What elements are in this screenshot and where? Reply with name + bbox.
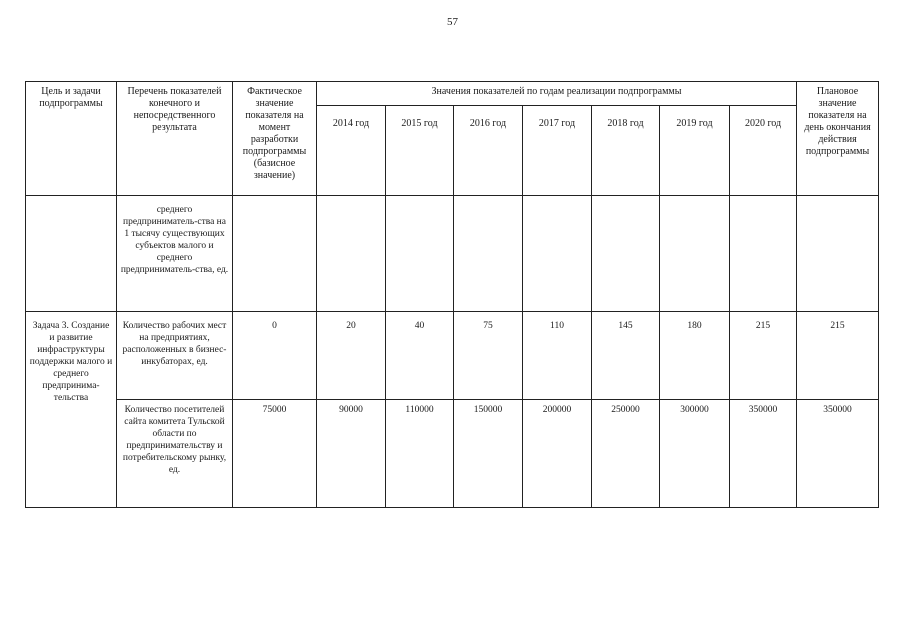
cell-actual: 75000: [233, 400, 317, 508]
cell-year-value: 180: [660, 312, 730, 400]
cell-year-value: [317, 196, 386, 312]
header-actual: Фактическое значение показателя на момент разработки подпрограммы (базисное значение): [233, 82, 317, 196]
table-row: [26, 400, 879, 508]
table-row: [26, 312, 879, 400]
cell-actual: 0: [233, 312, 317, 400]
cell-year-value: [592, 196, 660, 312]
cell-year-value: 150000: [454, 400, 523, 508]
cell-year-value: 215: [730, 312, 797, 400]
header-years-group: Значения показателей по годам реализации подпрограммы: [317, 82, 797, 106]
cell-indicator: среднего предприниматель-ства на 1 тысячу существующих субъектов малого и среднего предприниматель-ства, ед.: [117, 196, 233, 312]
cell-year-value: 200000: [523, 400, 592, 508]
cell-year-value: 250000: [592, 400, 660, 508]
page-number: 57: [447, 16, 458, 28]
cell-year-value: 40: [386, 312, 454, 400]
cell-year-value: [386, 196, 454, 312]
header-indicators: Перечень показателей конечного и непосредственного результата: [117, 82, 233, 196]
header-year: 2014 год: [317, 106, 386, 196]
cell-indicator: Количество посетителей сайта комитета Тульской области по предпринимательству и потребительскому рынку, ед.: [117, 400, 233, 508]
cell-goal: Задача 3. Создание и развитие инфраструктуры поддержки малого и среднего предпринима-тельства: [26, 312, 117, 508]
header-row-1: [26, 82, 879, 106]
cell-planned: 350000: [797, 400, 879, 508]
cell-year-value: 350000: [730, 400, 797, 508]
cell-year-value: [730, 196, 797, 312]
cell-year-value: 20: [317, 312, 386, 400]
cell-year-value: 110000: [386, 400, 454, 508]
cell-year-value: 110: [523, 312, 592, 400]
cell-planned: [797, 196, 879, 312]
table-row: [26, 196, 879, 312]
cell-year-value: 75: [454, 312, 523, 400]
header-year: 2018 год: [592, 106, 660, 196]
cell-goal: [26, 196, 117, 312]
header-goal: Цель и задачи подпрограммы: [26, 82, 117, 196]
cell-year-value: 300000: [660, 400, 730, 508]
header-year: 2017 год: [523, 106, 592, 196]
header-year: 2016 год: [454, 106, 523, 196]
cell-year-value: [523, 196, 592, 312]
cell-year-value: [454, 196, 523, 312]
header-planned: Плановое значение показателя на день окончания действия подпрограммы: [797, 82, 879, 196]
cell-actual: [233, 196, 317, 312]
indicators-table: [25, 81, 879, 508]
cell-year-value: [660, 196, 730, 312]
cell-indicator: Количество рабочих мест на предприятиях, расположенных в бизнес-инкубаторах, ед.: [117, 312, 233, 400]
cell-planned: 215: [797, 312, 879, 400]
header-year: 2015 год: [386, 106, 454, 196]
cell-year-value: 145: [592, 312, 660, 400]
header-year: 2019 год: [660, 106, 730, 196]
header-year: 2020 год: [730, 106, 797, 196]
cell-year-value: 90000: [317, 400, 386, 508]
